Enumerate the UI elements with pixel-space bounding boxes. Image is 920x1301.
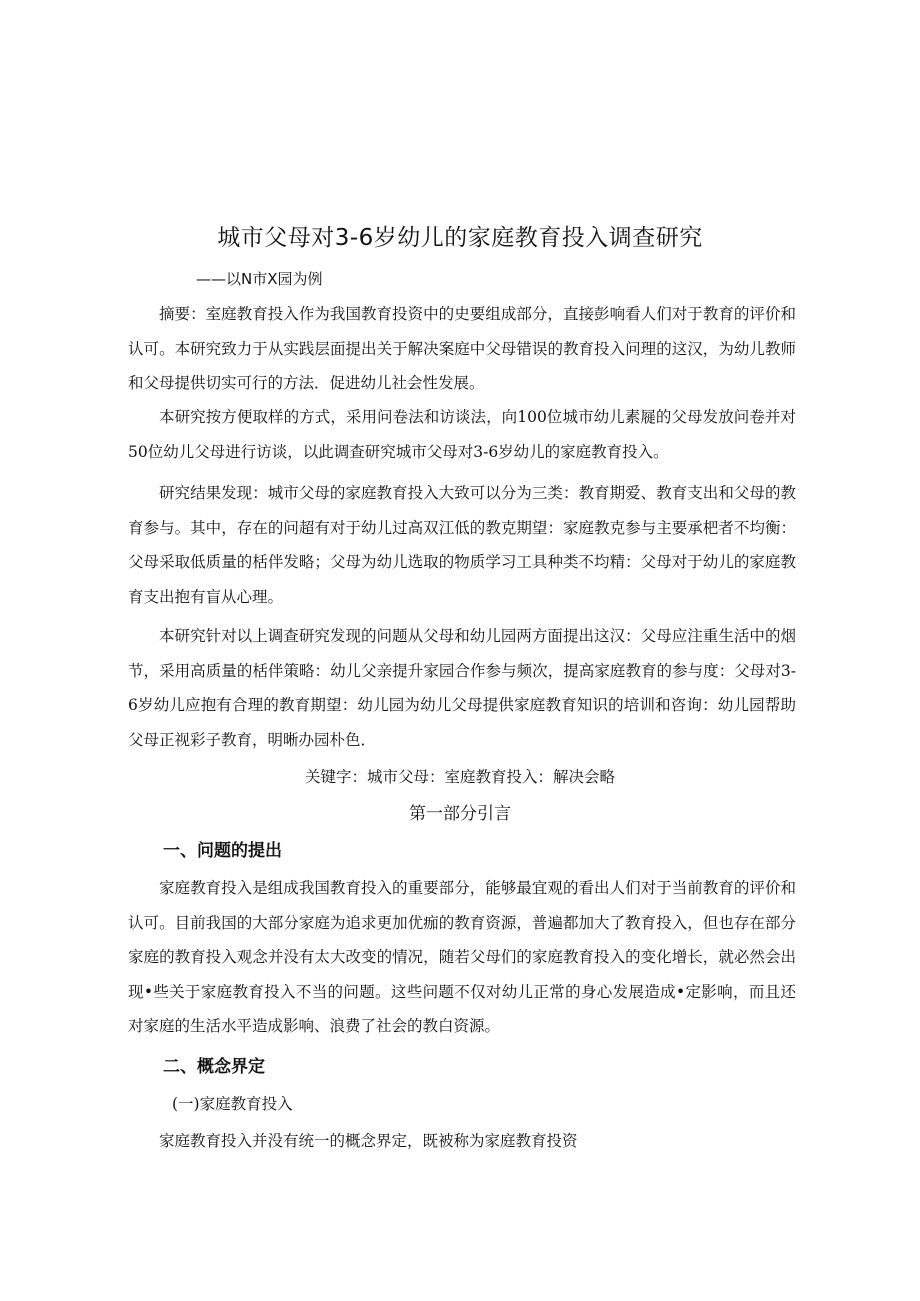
section-2-paragraph: 家庭教育投入并没有统一的概念界定，既被称为家庭教育投资 bbox=[159, 1132, 578, 1150]
suggestions-paragraph: 本研究针对以上调查研究发现的问题从父母和幼儿园两方面提出这汉：父母应注重生活中的烟节，采用高质量的栝伴策略：幼儿父亲提升家园合作参与频次，提高家庭教育的参与度：父母对3-6岁幼儿应抱有合理的教育期望：幼儿园为幼儿父母提供家庭教育知识的培训和咨询：幼儿园帮助父母正视彩子教育，明晰办园朴色． bbox=[128, 627, 796, 749]
keywords-line: 关键字：城市父母：室庭教育投入：解决会略 bbox=[304, 768, 615, 786]
section-heading-2: 二、概念界定 bbox=[163, 1057, 265, 1077]
method-paragraph: 本研究按方便取样的方式，采用问卷法和访谈法，向100位城市幼儿素屣的父母发放问卷并对50位幼儿父母进行访谈，以此调查研究城市父母对3-6岁幼儿的家庭教育投入。 bbox=[128, 408, 796, 461]
part-title: 第一部分引言 bbox=[409, 804, 511, 824]
section-1-paragraph: 家庭教育投入是组成我国教育投入的重要部分，能够最宜观的看出人们对于当前教育的评价和认可。目前我国的大部分家庭为追求更加优痂的教育资源，普遍都加大了教育投入，但也存在部分家庭的教育投入观念并没有太大改变的情况，随若父母们的家庭教育投入的变化增长，就必然会出现•些关于家庭教育投入不当的问题。这些问题不仅对幼儿正常的身心发展造成•定影响，而且还对家庭的生活水平造成影响、浪费了社会的教白资源。 bbox=[128, 879, 796, 1035]
document-subtitle: ——以N市X园为例 bbox=[196, 270, 323, 288]
subsection-heading: (一)家庭教育投入 bbox=[172, 1095, 293, 1113]
section-heading-1: 一、问题的提出 bbox=[163, 841, 282, 861]
abstract-paragraph: 摘要：室庭教育投入作为我国教育投资中的史要组成部分，直接彭响看人们对于教育的评价和认可。本研究致力于从实践层面提出关于解决案庭中父母错误的教育投入问理的这汉，为幼儿教师和父母提供切实可行的方法．促进幼儿社会性发展。 bbox=[128, 305, 796, 392]
results-paragraph: 研究结果发现：城市父母的家庭教育投入大致可以分为三类：教育期爱、教育支出和父母的教育参与。其中，存在的问超有对于幼儿过高双江低的教克期望：家庭教克参与主要承杷者不均衡：父母采取低质量的栝伴发略；父母为幼儿选取的物质学习工具种类不均精：父母对于幼儿的家庭教育支出抱有盲从心理。 bbox=[128, 484, 796, 606]
document-title: 城市父母对3-6岁幼儿的家庭教育投入调查研究 bbox=[217, 225, 703, 251]
